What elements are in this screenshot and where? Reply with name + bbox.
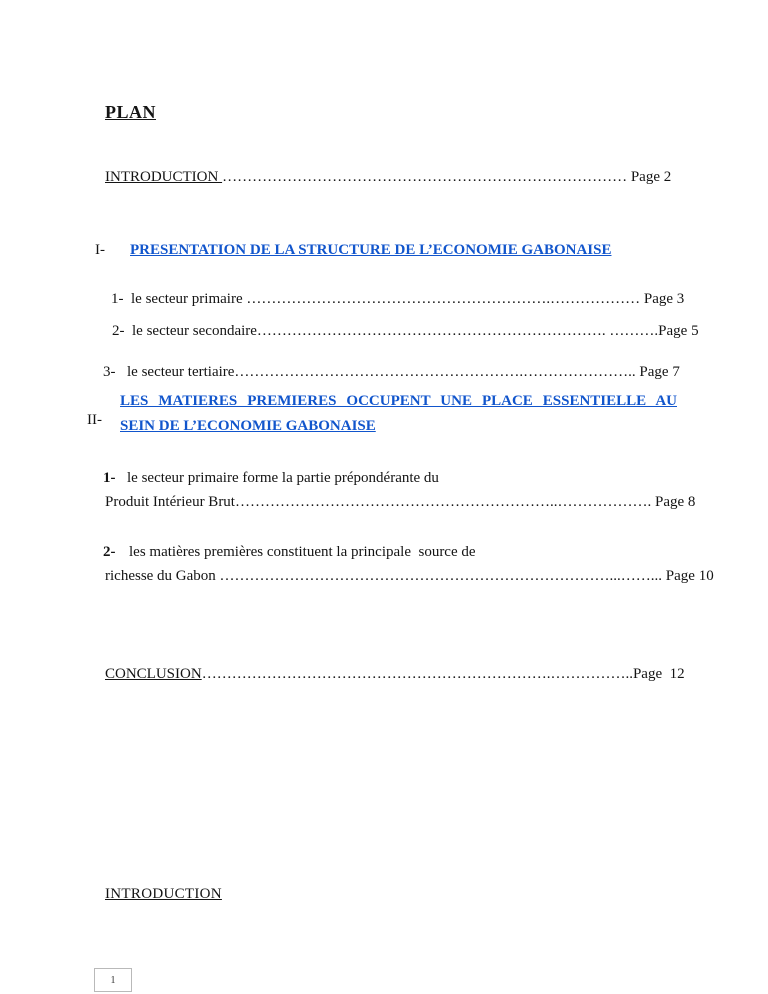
introduction-section-heading-row [90, 866, 222, 923]
introduction-section-heading: INTRODUCTION [105, 886, 222, 902]
section1-numeral: I- [95, 242, 105, 258]
section2-heading-line2: SEIN DE L’ECONOMIE GABONAISE [120, 418, 376, 434]
toc-conclusion-row [90, 646, 685, 703]
page-number: 1 [110, 974, 116, 986]
item-number: 3- [103, 364, 116, 380]
toc-introduction-leader: ……………………………………………………………………… [222, 169, 628, 185]
item-number: 1- [111, 291, 124, 307]
item-text: Produit Intérieur Brut………………………………………………………..………………. Page 8 [105, 494, 696, 510]
item-text: les matières premières constituent la principale source de [129, 544, 476, 560]
toc-introduction-row [90, 149, 671, 206]
section2-heading-line1: LES MATIERES PREMIERES OCCUPENT UNE PLACE ESSENTIELLE AU [120, 393, 677, 409]
toc-conclusion-label: CONCLUSION [105, 666, 202, 682]
toc-introduction-label: INTRODUCTION [105, 169, 223, 185]
section2-heading [120, 392, 677, 436]
item-number: 2- [112, 323, 125, 339]
item-number: 2- [103, 544, 116, 560]
page-title: PLAN [105, 102, 156, 122]
section2-numeral: II- [87, 412, 102, 428]
toc-item-pib-line2 [90, 474, 695, 531]
item-text: le secteur tertiaire………………………………………………….………………….. Page 7 [127, 364, 680, 380]
section2-numeral-cell [72, 392, 102, 449]
section1-heading: PRESENTATION DE LA STRUCTURE DE L’ECONOMIE GABONAISE [130, 242, 612, 258]
item-text: richesse du Gabon ……………………………………………………………………...……... Page 10 [105, 568, 714, 584]
page-number-box [94, 968, 132, 992]
item-text: le secteur primaire …………………………………………………….……………… Page 3 [131, 291, 685, 307]
toc-item-richesse-line2 [90, 548, 714, 605]
item-number: 1- [103, 470, 116, 486]
plan-title-row [90, 84, 156, 143]
item-text: le secteur secondaire……………………………………………………………. ……….Page 5 [132, 323, 699, 339]
item-text: le secteur primaire forme la partie prépondérante du [127, 470, 439, 486]
toc-introduction-page-ref: Page 2 [627, 169, 672, 185]
toc-conclusion-leader: …………………………………………………………….……………..Page 12 [201, 666, 685, 682]
